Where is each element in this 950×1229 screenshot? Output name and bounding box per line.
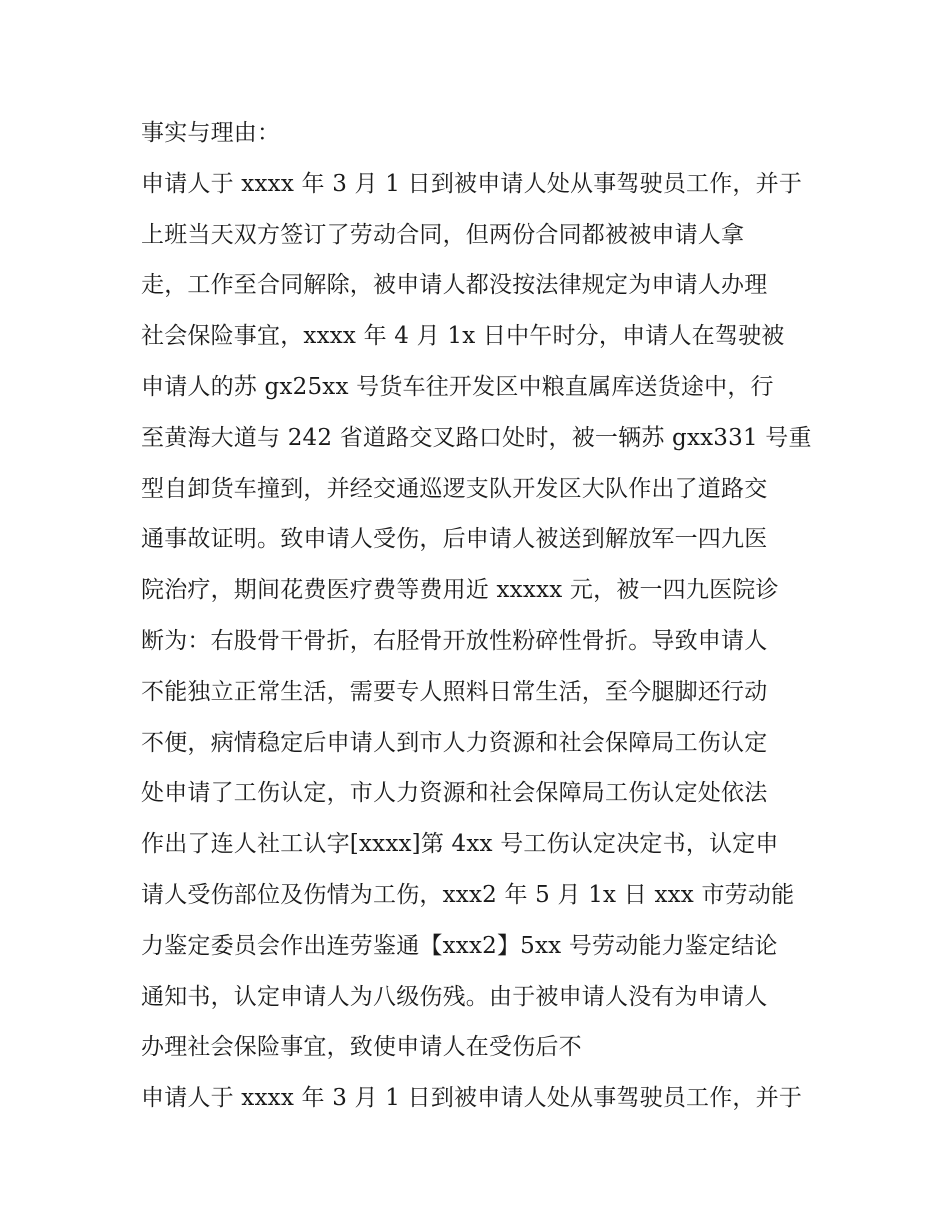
- body-line: 办理社会保险事宜，致使申请人在受伤后不: [141, 1034, 582, 1061]
- body-line: 断为：右股骨干骨折，右胫骨开放性粉碎性骨折。导致申请人: [141, 627, 768, 654]
- body-line: 走，工作至合同解除，被申请人都没按法律规定为申请人办理: [141, 272, 768, 299]
- body-line: 社会保险事宜，xxxx 年 4 月 1x 日中午时分，申请人在驾驶被: [141, 323, 785, 350]
- body-line: 请人受伤部位及伤情为工伤，xxx2 年 5 月 1x 日 xxx 市劳动能: [141, 881, 795, 908]
- body-line: 至黄海大道与 242 省道路交叉路口处时，被一辆苏 gxx331 号重: [141, 424, 812, 451]
- body-line: 不便，病情稳定后申请人到市人力资源和社会保障局工伤认定: [141, 729, 768, 756]
- body-line: 申请人的苏 gx25xx 号货车往开发区中粮直属库送货途中，行: [141, 373, 774, 400]
- body-line: 申请人于 xxxx 年 3 月 1 日到被申请人处从事驾驶员工作，并于: [141, 1085, 803, 1112]
- section-heading: 事实与理由：: [141, 120, 281, 146]
- body-line: 型自卸货车撞到，并经交通巡逻支队开发区大队作出了道路交: [141, 475, 768, 502]
- body-line: 作出了连人社工认字[xxxx]第 4xx 号工伤认定决定书，认定申: [141, 831, 779, 858]
- body-line: 处申请了工伤认定，市人力资源和社会保障局工伤认定处依法: [141, 780, 768, 807]
- body-line: 院治疗，期间花费医疗费等费用近 xxxxx 元，被一四九医院诊: [141, 577, 779, 604]
- body-line: 不能独立正常生活，需要专人照料日常生活，至今腿脚还行动: [141, 678, 768, 705]
- body-line: 通事故证明。致申请人受伤，后申请人被送到解放军一四九医: [141, 526, 768, 553]
- body-line: 力鉴定委员会作出连劳鉴通【xxx2】5xx 号劳动能力鉴定结论: [141, 932, 778, 959]
- body-line: 申请人于 xxxx 年 3 月 1 日到被申请人处从事驾驶员工作，并于: [141, 170, 803, 197]
- document-body: [141, 108, 821, 1124]
- body-line: 通知书，认定申请人为八级伤残。由于被申请人没有为申请人: [141, 983, 768, 1010]
- body-line: 上班当天双方签订了劳动合同，但两份合同都被被申请人拿: [141, 221, 745, 248]
